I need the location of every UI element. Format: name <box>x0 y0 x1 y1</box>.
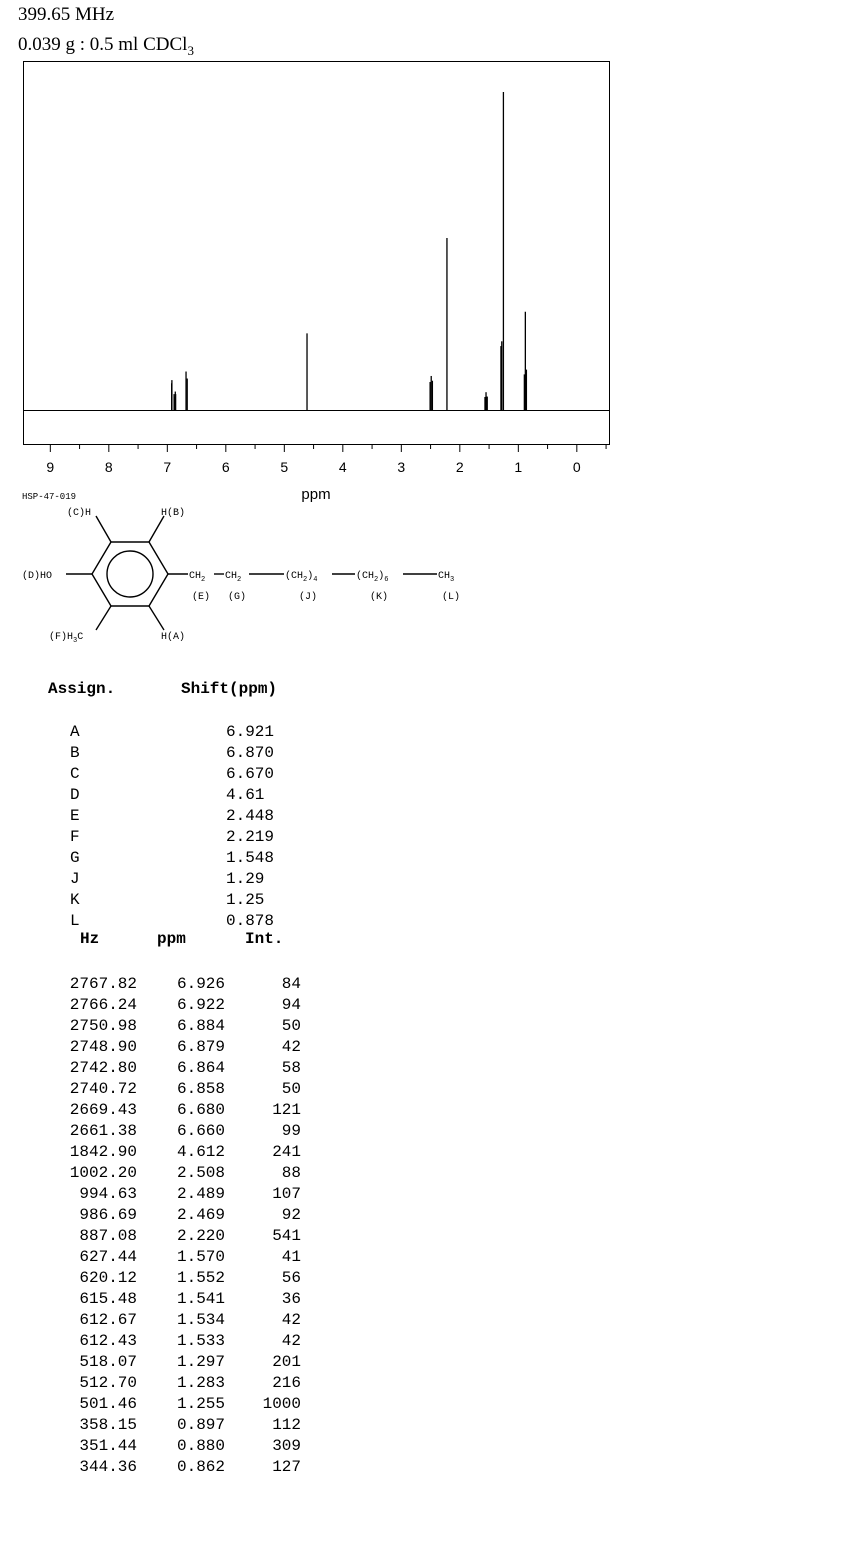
ch2-j-sub1: 2 <box>303 576 308 584</box>
assignment-row <box>0 828 420 849</box>
peak-ppm: 2.469 <box>176 1206 225 1224</box>
peak-int: 99 <box>281 1122 301 1140</box>
peak-hz: 344.36 <box>79 1458 137 1476</box>
structure-diagram <box>0 488 480 648</box>
label-f-h3c <box>49 631 83 645</box>
peak-ppm: 2.489 <box>176 1185 225 1203</box>
x-tick-label: 6 <box>221 459 230 475</box>
ch3-l-sub: 3 <box>450 576 455 584</box>
bond-a <box>149 606 164 630</box>
peak-hz: 2750.98 <box>69 1017 137 1035</box>
assignment-shift: 6.670 <box>226 765 275 783</box>
peak-ppm: 6.680 <box>176 1101 225 1119</box>
peak-int: 58 <box>281 1059 301 1077</box>
peak-list-header-row <box>0 930 420 951</box>
peak-int: 309 <box>272 1437 301 1455</box>
peak-ppm: 0.862 <box>176 1458 225 1476</box>
peak-int: 41 <box>281 1248 301 1266</box>
peak-ppm: 1.534 <box>176 1311 225 1329</box>
structure-code: HSP-47-019 <box>22 492 77 502</box>
peak-hz: 1002.20 <box>69 1164 137 1182</box>
ch2-e-text: CH <box>189 571 202 582</box>
col-shift-header: Shift(ppm) <box>181 680 278 698</box>
peak-hz: 2742.80 <box>69 1059 137 1077</box>
peak-int: 92 <box>281 1206 301 1224</box>
peak-row <box>0 996 420 1017</box>
peak-hz: 2661.38 <box>69 1122 137 1140</box>
x-tick-label: 3 <box>397 459 406 475</box>
plot-frame <box>24 62 610 445</box>
label-ch2-g <box>225 571 241 584</box>
x-tick-label: 4 <box>338 459 347 475</box>
ch3-l-text: CH <box>438 571 451 582</box>
x-tick-label: 1 <box>514 459 523 475</box>
peak-row <box>0 1164 420 1185</box>
peak-row <box>0 1332 420 1353</box>
peak-int: 127 <box>272 1458 301 1476</box>
label-f-c: C <box>77 632 84 643</box>
peak-hz: 615.48 <box>79 1290 137 1308</box>
assignment-label: L <box>70 912 80 930</box>
label-f-h: (F)H <box>49 632 74 643</box>
peak-int: 94 <box>281 996 301 1014</box>
peak-row <box>0 1143 420 1164</box>
peak-row <box>0 1395 420 1416</box>
bond-c <box>96 516 111 542</box>
peak-int: 84 <box>281 975 301 993</box>
assignment-label: F <box>70 828 80 846</box>
x-axis-ticks <box>46 444 606 475</box>
assignment-row <box>0 807 420 828</box>
assignment-shift: 6.921 <box>226 723 275 741</box>
peak-row <box>0 1185 420 1206</box>
peak-ppm: 6.922 <box>176 996 225 1014</box>
assignment-label: K <box>70 891 80 909</box>
peak-int: 42 <box>281 1311 301 1329</box>
peak-hz: 612.67 <box>79 1311 137 1329</box>
peak-hz: 2669.43 <box>69 1101 137 1119</box>
peak-hz: 358.15 <box>79 1416 137 1434</box>
assignment-shift: 1.25 <box>226 891 265 909</box>
peak-row <box>0 1227 420 1248</box>
peak-row <box>0 1248 420 1269</box>
ch2-k-sub2: 6 <box>384 576 389 584</box>
peak-ppm: 0.897 <box>176 1416 225 1434</box>
assignment-shift: 0.878 <box>226 912 275 930</box>
x-tick-label: 5 <box>280 459 289 475</box>
label-f-sub: 3 <box>73 637 78 645</box>
peak-hz: 994.63 <box>79 1185 137 1203</box>
peak-row <box>0 1311 420 1332</box>
x-tick-label: 2 <box>455 459 464 475</box>
assignment-row <box>0 723 420 744</box>
assignment-shift: 4.61 <box>226 786 265 804</box>
assignment-shift: 1.548 <box>226 849 275 867</box>
ch2-k-sub1: 2 <box>374 576 379 584</box>
peak-ppm: 1.255 <box>176 1395 225 1413</box>
label-ch2-k <box>356 570 388 584</box>
peak-ppm: 1.297 <box>176 1353 225 1371</box>
assignment-label: E <box>70 807 80 825</box>
assignment-label: G <box>70 849 80 867</box>
peak-hz: 1842.90 <box>69 1143 137 1161</box>
peak-ppm: 6.660 <box>176 1122 225 1140</box>
peak-int: 36 <box>281 1290 301 1308</box>
peak-int: 121 <box>272 1101 301 1119</box>
peak-ppm: 6.858 <box>176 1080 225 1098</box>
peak-row <box>0 1416 420 1437</box>
peak-int: 112 <box>272 1416 301 1434</box>
x-axis-label: ppm <box>301 486 331 503</box>
label-d-ho: (D)HO <box>22 571 53 582</box>
peak-row <box>0 1437 420 1458</box>
peak-row <box>0 1290 420 1311</box>
peak-ppm: 1.283 <box>176 1374 225 1392</box>
assignment-label: C <box>70 765 80 783</box>
peak-ppm: 1.541 <box>176 1290 225 1308</box>
assignment-row <box>0 786 420 807</box>
peak-row <box>0 1122 420 1143</box>
col-ppm-header: ppm <box>157 930 186 948</box>
peak-ppm: 6.926 <box>176 975 225 993</box>
sample-text: 0.039 g : 0.5 ml CDCl <box>18 34 188 55</box>
col-hz-header: Hz <box>80 930 100 948</box>
ch2-j-close: ) <box>307 571 314 582</box>
label-c-h: (C)H <box>67 508 92 519</box>
peak-ppm: 2.220 <box>176 1227 225 1245</box>
col-assign-header: Assign. <box>48 680 116 698</box>
peak-int: 1000 <box>262 1395 301 1413</box>
label-ch2-j <box>285 570 317 584</box>
label-e: (E) <box>192 592 211 603</box>
peak-hz: 612.43 <box>79 1332 137 1350</box>
peak-hz: 351.44 <box>79 1437 137 1455</box>
peak-int: 56 <box>281 1269 301 1287</box>
label-j: (J) <box>299 592 318 603</box>
peak-hz: 518.07 <box>79 1353 137 1371</box>
peak-int: 88 <box>281 1164 301 1182</box>
ch2-g-text: CH <box>225 571 238 582</box>
assignment-shift: 6.870 <box>226 744 275 762</box>
peak-ppm: 6.864 <box>176 1059 225 1077</box>
assignment-label: J <box>70 870 80 888</box>
assignment-label: B <box>70 744 80 762</box>
peak-int: 50 <box>281 1080 301 1098</box>
ch2-k-close: ) <box>378 571 385 582</box>
peak-row <box>0 1038 420 1059</box>
nmr-spectrum-chart <box>0 0 850 510</box>
sample-subscript: 3 <box>187 42 194 58</box>
peak-int: 42 <box>281 1038 301 1056</box>
peak-hz: 2748.90 <box>69 1038 137 1056</box>
peak-ppm: 1.570 <box>176 1248 225 1266</box>
assignment-label: D <box>70 786 80 804</box>
peak-ppm: 6.879 <box>176 1038 225 1056</box>
peak-ppm: 2.508 <box>176 1164 225 1182</box>
label-l: (L) <box>442 592 461 603</box>
label-g: (G) <box>228 592 247 603</box>
ch2-j-text: (CH <box>285 571 304 582</box>
assignment-shift: 2.448 <box>226 807 275 825</box>
ch2-e-sub: 2 <box>201 576 206 584</box>
peak-ppm: 1.552 <box>176 1269 225 1287</box>
peak-row <box>0 1269 420 1290</box>
ch2-j-sub2: 4 <box>313 576 318 584</box>
peak-int: 241 <box>272 1143 301 1161</box>
peak-row <box>0 1101 420 1122</box>
peak-hz: 2766.24 <box>69 996 137 1014</box>
label-k: (K) <box>370 592 389 603</box>
bond-b <box>149 516 164 542</box>
peak-hz: 986.69 <box>79 1206 137 1224</box>
peak-row <box>0 1017 420 1038</box>
peak-row <box>0 1458 420 1479</box>
x-tick-label: 7 <box>163 459 172 475</box>
assignment-row <box>0 849 420 870</box>
assignment-row <box>0 744 420 765</box>
bond-f <box>96 606 111 630</box>
peak-hz: 501.46 <box>79 1395 137 1413</box>
label-ch2-e <box>189 571 205 584</box>
peak-ppm: 4.612 <box>176 1143 225 1161</box>
peak-row <box>0 1059 420 1080</box>
x-tick-label: 8 <box>104 459 113 475</box>
peak-ppm: 6.884 <box>176 1017 225 1035</box>
assignment-row <box>0 870 420 891</box>
assignment-shift: 2.219 <box>226 828 275 846</box>
peak-row <box>0 975 420 996</box>
peak-row <box>0 1353 420 1374</box>
peak-int: 216 <box>272 1374 301 1392</box>
peak-int: 42 <box>281 1332 301 1350</box>
peak-int: 201 <box>272 1353 301 1371</box>
ch2-g-sub: 2 <box>237 576 242 584</box>
peak-row <box>0 1206 420 1227</box>
assignment-row <box>0 765 420 786</box>
assignment-label: A <box>70 723 80 741</box>
assignment-row <box>0 891 420 912</box>
assignment-header-row <box>0 680 420 701</box>
peak-ppm: 1.533 <box>176 1332 225 1350</box>
peak-hz: 620.12 <box>79 1269 137 1287</box>
peak-hz: 512.70 <box>79 1374 137 1392</box>
x-tick-label: 9 <box>46 459 55 475</box>
peak-row <box>0 1080 420 1101</box>
assignment-shift: 1.29 <box>226 870 265 888</box>
peak-hz: 2767.82 <box>69 975 137 993</box>
peak-ppm: 0.880 <box>176 1437 225 1455</box>
peaks-group <box>172 92 527 410</box>
label-ch3-l <box>438 571 454 584</box>
ring-aromatic-circle <box>107 551 153 597</box>
peak-row <box>0 1374 420 1395</box>
peak-int: 107 <box>272 1185 301 1203</box>
peak-hz: 887.08 <box>79 1227 137 1245</box>
peak-int: 50 <box>281 1017 301 1035</box>
peak-hz: 2740.72 <box>69 1080 137 1098</box>
col-int-header: Int. <box>245 930 284 948</box>
ch2-k-text: (CH <box>356 571 375 582</box>
x-tick-label: 0 <box>572 459 581 475</box>
peak-int: 541 <box>272 1227 301 1245</box>
peak-hz: 627.44 <box>79 1248 137 1266</box>
spectrometer-frequency: 399.65 MHz <box>18 4 115 25</box>
label-b-h: H(B) <box>161 508 186 519</box>
label-a-h: H(A) <box>161 632 186 643</box>
